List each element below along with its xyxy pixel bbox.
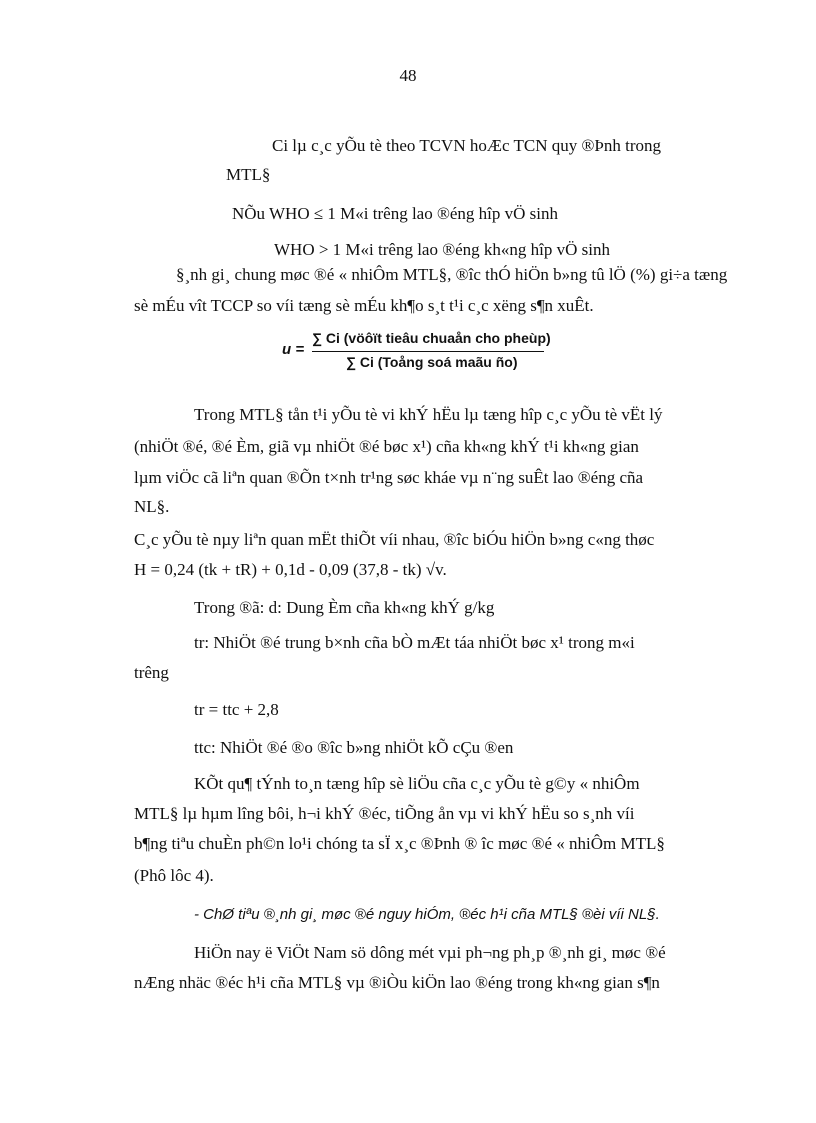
body-line-13: Trong ®ã: d: Dung Èm cña kh«ng khÝ g/kg bbox=[194, 598, 495, 617]
body-line-14: tr: NhiÖt ®é trung b×nh cña bÒ mÆt táa nhiÖt bøc x¹ trong m«i bbox=[194, 633, 635, 652]
body-line-6: sè mÉu vît TCCP so víi tæng sè mÉu kh¶o s¸t t¹i c¸c xëng s¶n xuÊt. bbox=[134, 296, 594, 315]
body-line-18: KÕt qu¶ tÝnh to¸n tæng hîp sè liÖu cña c¸c yÕu tè g©y « nhiÔm bbox=[194, 774, 640, 793]
body-line-23: HiÖn nay ë ViÖt Nam sö dông mét vµi ph¬ng ph¸p ®¸nh gi¸ møc ®é bbox=[194, 943, 666, 962]
body-line-11: C¸c yÕu tè nµy liªn quan mËt thiÕt víi nhau, ®îc biÓu hiÖn b»ng c«ng thøc bbox=[134, 530, 655, 549]
formula-lhs: u = bbox=[282, 341, 305, 358]
body-line-22: - ChØ tiªu ®¸nh gi¸ møc ®é nguy hiÓm, ®éc h¹i cña MTL§ ®èi víi NL§. bbox=[194, 906, 660, 923]
body-line-3: NÕu WHO ≤ 1 M«i trêng lao ®éng hîp vÖ sinh bbox=[232, 204, 559, 223]
formula-numerator: ∑ Ci (vöôït tieâu chuaån cho pheùp) bbox=[312, 330, 551, 346]
line-text: Ci lµ c¸c yÕu tè theo TCVN hoÆc TCN quy ®Þnh trong bbox=[272, 136, 661, 155]
body-line-1 bbox=[272, 136, 738, 156]
page-number: 48 bbox=[399, 66, 417, 85]
fraction-bar bbox=[312, 351, 544, 352]
body-line-8: (nhiÖt ®é, ®é Èm, giã vµ nhiÖt ®é bøc x¹) cña kh«ng khÝ t¹i kh«ng gian bbox=[134, 437, 639, 456]
body-line-21: (Phô lôc 4). bbox=[134, 866, 214, 885]
body-line-10: NL§. bbox=[134, 497, 170, 516]
body-line-5: §¸nh gi¸ chung møc ®é « nhiÔm MTL§, ®îc thÓ hiÖn b»ng tû lÖ (%) gi÷a tæng bbox=[176, 265, 728, 284]
body-line-9: lµm viÖc cã liªn quan ®Õn t×nh tr¹ng søc kháe vµ n¨ng suÊt lao ®éng cña bbox=[134, 468, 644, 487]
formula bbox=[282, 330, 562, 376]
body-line-24: nÆng nhäc ®éc h¹i cña MTL§ vµ ®iÒu kiÖn lao ®éng trong kh«ng gian s¶n bbox=[134, 973, 660, 992]
body-line-20: b¶ng tiªu chuÈn ph©n lo¹i chóng ta sÏ x¸c ®Þnh ® îc møc ®é « nhiÔm MTL§ bbox=[134, 834, 665, 853]
body-line-15: trêng bbox=[134, 663, 169, 682]
body-line-4: WHO > 1 M«i trêng lao ®éng kh«ng hîp vÖ sinh bbox=[274, 240, 611, 259]
body-line-2: MTL§ bbox=[226, 165, 271, 184]
formula-denominator: ∑ Ci (Toång soá maãu ño) bbox=[346, 354, 518, 370]
body-line-19: MTL§ lµ hµm lîng bôi, h¬i khÝ ®éc, tiÕng ån vµ vi khÝ hËu so s¸nh víi bbox=[134, 804, 635, 823]
body-line-17: ttc: NhiÖt ®é ®o ®îc b»ng nhiÖt kÕ cÇu ®en bbox=[194, 738, 514, 757]
body-line-16: tr = ttc + 2,8 bbox=[194, 700, 279, 719]
body-line-7: Trong MTL§ tån t¹i yÕu tè vi khÝ hËu lµ tæng hîp c¸c yÕu tè vËt lý bbox=[194, 405, 663, 424]
body-line-12: H = 0,24 (tk + tR) + 0,1d - 0,09 (37,8 - tk) √v. bbox=[134, 560, 447, 579]
